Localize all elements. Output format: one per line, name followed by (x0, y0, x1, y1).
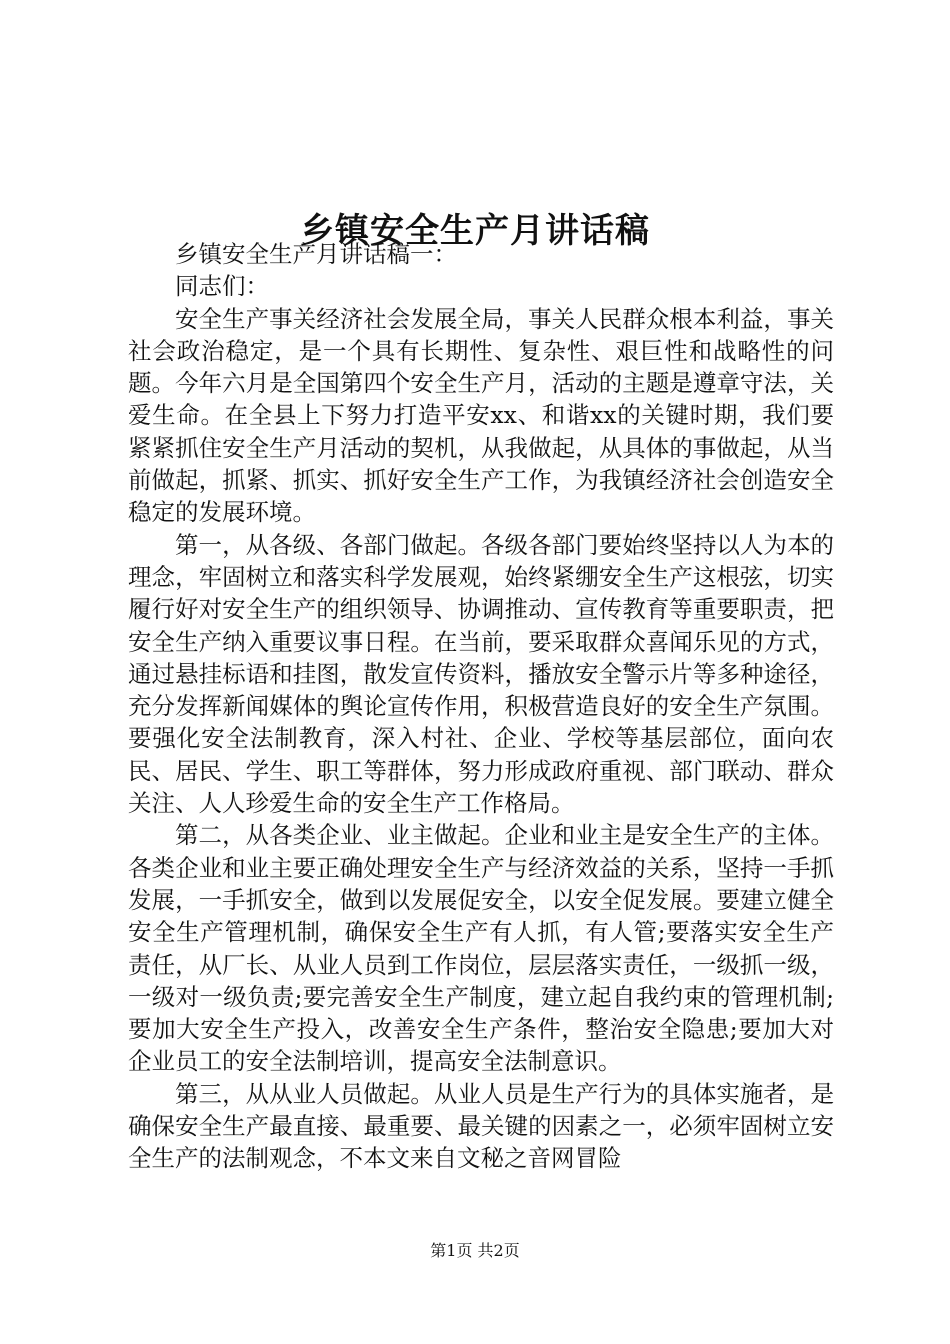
document-body (128, 238, 834, 1175)
paragraph-intro: 安全生产事关经济社会发展全局，事关人民群众根本利益，事关社会政治稳定，是一个具有长期性、复杂性、艰巨性和战略性的问题。今年六月是全国第四个安全生产月，活动的主题是遵章守法，关爱生命。在全县上下努力打造平安xx、和谐xx的关键时期，我们要紧紧抓住安全生产月活动的契机，从我做起，从具体的事做起，从当前做起，抓紧、抓实、抓好安全生产工作，为我镇经济社会创造安全稳定的发展环境。 (128, 304, 834, 527)
page-number-footer: 第1页 共2页 (430, 1241, 520, 1260)
paragraph-first: 第一，从各级、各部门做起。各级各部门要始终坚持以人为本的理念，牢固树立和落实科学发展观，始终紧绷安全生产这根弦，切实履行好对安全生产的组织领导、协调推动、宣传教育等重要职责，把安全生产纳入重要议事日程。在当前，要采取群众喜闻乐见的方式，通过悬挂标语和挂图，散发宣传资料，播放安全警示片等多种途径，充分发挥新闻媒体的舆论宣传作用，积极营造良好的安全生产氛围。要强化安全法制教育，深入村社、企业、学校等基层部位，面向农民、居民、学生、职工等群体，努力形成政府重视、部门联动、群众关注、人人珍爱生命的安全生产工作格局。 (128, 530, 834, 818)
paragraph-third: 第三，从从业人员做起。从业人员是生产行为的具体实施者，是确保安全生产最直接、最重要、最关键的因素之一，必须牢固树立安全生产的法制观念，不本文来自文秘之音网冒险 (128, 1079, 834, 1173)
paragraph-second: 第二，从各类企业、业主做起。企业和业主是安全生产的主体。各类企业和业主要正确处理安全生产与经济效益的关系，坚持一手抓发展，一手抓安全，做到以发展促安全，以安全促发展。要建立健全安全生产管理机制，确保安全生产有人抓，有人管;要落实安全生产责任，从厂长、从业人员到工作岗位，层层落实责任，一级抓一级，一级对一级负责;要完善安全生产制度，建立起自我约束的管理机制;要加大安全生产投入，改善安全生产条件，整治安全隐患;要加大对企业员工的安全法制培训，提高安全法制意识。 (128, 821, 834, 1076)
document-title: 乡镇安全生产月讲话稿 (300, 210, 650, 251)
paragraph-heading: 乡镇安全生产月讲话稿一： (175, 240, 457, 268)
paragraph-salutation: 同志们： (175, 272, 269, 301)
